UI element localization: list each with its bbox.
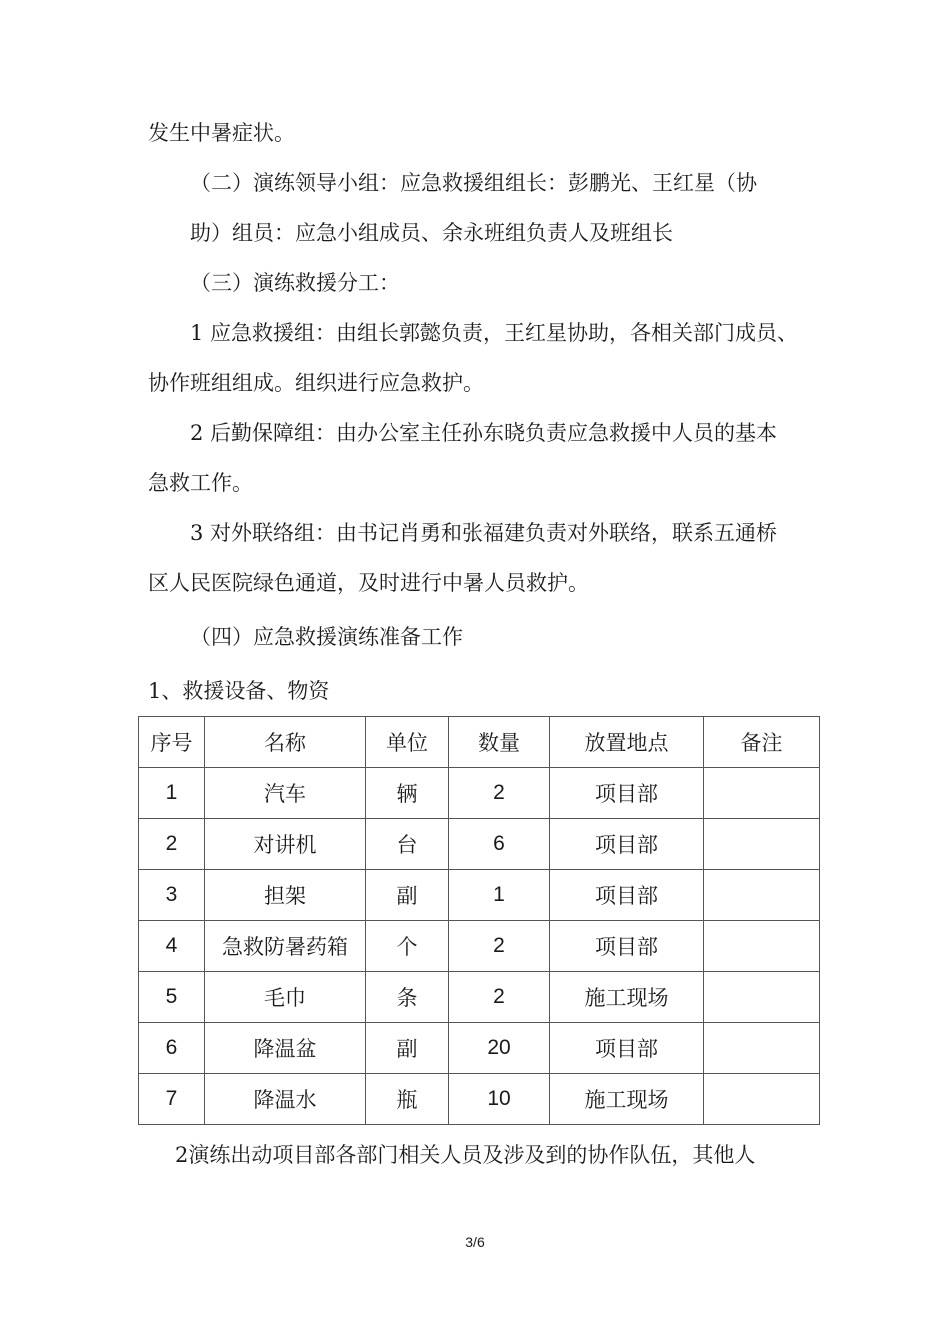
table-cell: 辆: [366, 768, 449, 819]
header-cell: 名称: [205, 717, 366, 768]
table-cell: [704, 921, 820, 972]
section-heading: （四）应急救援演练准备工作: [190, 625, 463, 649]
header-cell: 备注: [704, 717, 820, 768]
table-cell: 条: [366, 972, 449, 1023]
table-cell: [704, 819, 820, 870]
table-cell: 3: [139, 870, 205, 921]
table-cell: [704, 1074, 820, 1125]
section-heading: （三）演练救援分工：: [190, 271, 400, 295]
paragraph-line: （二）演练领导小组：应急救援组组长：彭鹏光、王红星（协: [190, 171, 757, 195]
table-cell: 项目部: [550, 768, 704, 819]
page-number: 3/6: [465, 1234, 485, 1250]
table-cell: 项目部: [550, 870, 704, 921]
paragraph-line: 1 应急救援组：由组长郭懿负责，王红星协助，各相关部门成员、: [190, 321, 799, 345]
table-header-row: [139, 717, 820, 768]
table-row: [139, 870, 820, 921]
paragraph-line: 区人民医院绿色通道，及时进行中暑人员救护。: [148, 571, 589, 595]
table-cell: 瓶: [366, 1074, 449, 1125]
subsection-heading: 1、救援设备、物资: [148, 679, 330, 703]
table-cell: 6: [449, 819, 550, 870]
table-cell: 7: [139, 1074, 205, 1125]
table-row: [139, 1023, 820, 1074]
paragraph-line: 3 对外联络组：由书记肖勇和张福建负责对外联络，联系五通桥: [190, 521, 778, 545]
table-cell: [704, 972, 820, 1023]
table-cell: 施工现场: [550, 1074, 704, 1125]
table-row: [139, 1074, 820, 1125]
paragraph-line: 急救工作。: [148, 471, 253, 495]
paragraph-line: 2演练出动项目部各部门相关人员及涉及到的协作队伍，其他人: [175, 1143, 756, 1167]
table-cell: 施工现场: [550, 972, 704, 1023]
header-cell: 放置地点: [550, 717, 704, 768]
table-cell: 1: [449, 870, 550, 921]
paragraph-line: 助）组员：应急小组成员、余永班组负责人及班组长: [190, 221, 673, 245]
equipment-table: [138, 716, 820, 1125]
table-cell: 毛巾: [205, 972, 366, 1023]
table-cell: 2: [139, 819, 205, 870]
table-cell: 2: [449, 768, 550, 819]
table-cell: 担架: [205, 870, 366, 921]
table-cell: 10: [449, 1074, 550, 1125]
table-cell: 2: [449, 972, 550, 1023]
header-cell: 序号: [139, 717, 205, 768]
table-cell: [704, 1023, 820, 1074]
table-cell: 降温水: [205, 1074, 366, 1125]
table-row: [139, 819, 820, 870]
table-cell: 副: [366, 870, 449, 921]
table-cell: 项目部: [550, 921, 704, 972]
header-cell: 数量: [449, 717, 550, 768]
table-row: [139, 768, 820, 819]
table-cell: 汽车: [205, 768, 366, 819]
table-cell: 降温盆: [205, 1023, 366, 1074]
header-cell: 单位: [366, 717, 449, 768]
paragraph-line: 协作班组组成。组织进行应急救护。: [148, 371, 484, 395]
table-cell: 4: [139, 921, 205, 972]
table-cell: 台: [366, 819, 449, 870]
paragraph-line: 发生中暑症状。: [148, 121, 295, 145]
table-cell: 6: [139, 1023, 205, 1074]
paragraph-line: 2 后勤保障组：由办公室主任孙东晓负责应急救援中人员的基本: [190, 421, 778, 445]
table-cell: 个: [366, 921, 449, 972]
table-cell: [704, 870, 820, 921]
table-cell: 对讲机: [205, 819, 366, 870]
table-cell: 20: [449, 1023, 550, 1074]
table-cell: 项目部: [550, 819, 704, 870]
table-row: [139, 972, 820, 1023]
table-cell: 5: [139, 972, 205, 1023]
table-cell: 1: [139, 768, 205, 819]
table-cell: 项目部: [550, 1023, 704, 1074]
table-row: [139, 921, 820, 972]
table-cell: [704, 768, 820, 819]
table-cell: 副: [366, 1023, 449, 1074]
table-cell: 急救防暑药箱: [205, 921, 366, 972]
table-cell: 2: [449, 921, 550, 972]
